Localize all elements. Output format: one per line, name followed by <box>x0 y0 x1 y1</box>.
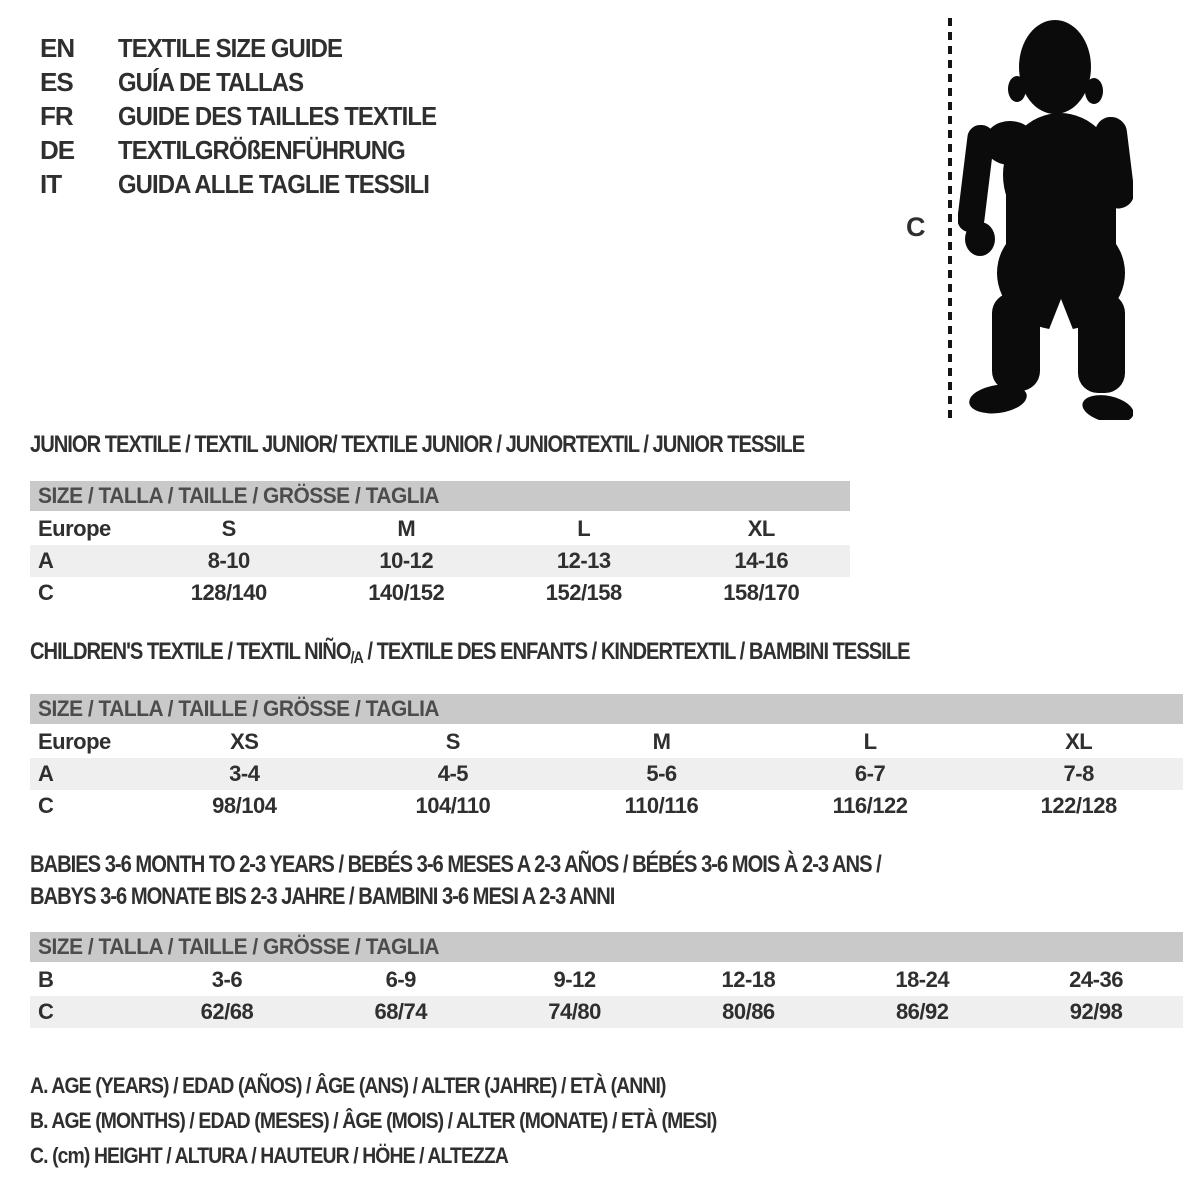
legend-text: C. (cm) HEIGHT / ALTURA / HAUTEUR / HÖHE / ALTEZZA <box>30 1143 508 1168</box>
section-title-line2 <box>30 881 1183 913</box>
table-row <box>30 545 850 577</box>
language-code: ES <box>40 67 73 97</box>
size-value-cell: 92/98 <box>1069 999 1123 1024</box>
table-header-row <box>30 481 850 511</box>
size-value-cell: 5-6 <box>646 761 677 786</box>
size-value-cell: 14-16 <box>734 548 789 573</box>
size-value-cell: 104/110 <box>415 793 491 818</box>
table-header-label: SIZE / TALLA / TAILLE / GRÖSSE / TAGLIA <box>38 696 440 721</box>
table-row <box>30 790 1183 822</box>
language-row <box>40 133 464 167</box>
size-value-cell: XL <box>747 516 775 541</box>
size-value-cell: 3-4 <box>229 761 260 786</box>
size-value-cell: 116/122 <box>832 793 908 818</box>
language-code: FR <box>40 101 73 131</box>
table-header-row <box>30 932 1183 962</box>
size-value-cell: 98/104 <box>212 793 277 818</box>
section-title-line1 <box>30 849 1183 881</box>
page-title-de: TEXTILGRÖßENFÜHRUNG <box>118 135 405 165</box>
language-code: EN <box>40 33 75 63</box>
size-value-cell: 140/152 <box>368 580 445 605</box>
size-table-junior <box>30 481 850 609</box>
section-title <box>30 849 1183 913</box>
size-value-cell: 12-18 <box>721 967 776 992</box>
language-code: DE <box>40 135 75 165</box>
size-value-cell: L <box>577 516 591 541</box>
size-value-cell: 110/116 <box>624 793 699 818</box>
table-row <box>30 513 850 545</box>
toddler-silhouette-icon <box>958 15 1133 420</box>
size-value-cell: M <box>652 729 671 754</box>
page-title: TEXTILE SIZE GUIDE <box>118 33 343 63</box>
section-title-post: / TEXTILE DES ENFANTS / KINDERTEXTIL / BAMBINI TESSILE <box>362 638 910 665</box>
size-value-cell: S <box>445 729 460 754</box>
size-value-cell: 4-5 <box>437 761 469 786</box>
size-value-cell: 128/140 <box>190 580 267 605</box>
section-babies <box>30 849 1183 1028</box>
height-label: C <box>906 212 926 242</box>
row-label: C <box>38 793 54 818</box>
size-value-cell: 9-12 <box>553 967 596 992</box>
table-row <box>30 758 1183 790</box>
table-row <box>30 964 1183 996</box>
size-value-cell: 18-24 <box>895 967 950 992</box>
section-title-pre: CHILDREN'S TEXTILE / TEXTIL NIÑO <box>30 638 351 665</box>
size-value-cell: 12-13 <box>556 548 611 573</box>
language-row <box>40 167 464 201</box>
size-value-cell: 74/80 <box>548 999 601 1024</box>
language-row <box>40 31 464 65</box>
section-title-text: JUNIOR TEXTILE / TEXTIL JUNIOR/ TEXTILE JUNIOR / JUNIORTEXTIL / JUNIOR TESSILE <box>30 431 805 458</box>
size-value-cell: 152/158 <box>545 580 622 605</box>
section-title-text <box>30 640 910 670</box>
language-code: IT <box>40 169 62 199</box>
table-header-row <box>30 694 1183 724</box>
row-label: C <box>38 580 54 605</box>
page-title-fr: GUIDE DES TAILLES TEXTILE <box>118 101 437 131</box>
size-value-cell: 8-10 <box>207 548 250 573</box>
legend-line-a <box>30 1068 810 1103</box>
section-title-text: BABIES 3-6 MONTH TO 2-3 YEARS / BEBÉS 3-6 MESES A 2-3 AÑOS / BÉBÉS 3-6 MOIS À 2-3 ANS / <box>30 851 881 878</box>
size-value-cell: 7-8 <box>1063 761 1094 786</box>
language-row <box>40 99 464 133</box>
table-row <box>30 726 1183 758</box>
size-table-children <box>30 694 1183 822</box>
size-value-cell: 80/86 <box>722 999 775 1024</box>
section-title-sub: /A <box>350 648 363 667</box>
size-value-cell: 86/92 <box>895 999 949 1024</box>
size-value-cell: S <box>221 516 236 541</box>
size-value-cell: 6-7 <box>854 761 886 786</box>
table-header-label: SIZE / TALLA / TAILLE / GRÖSSE / TAGLIA <box>38 934 440 959</box>
legend-text: B. AGE (MONTHS) / EDAD (MESES) / ÂGE (MOIS) / ALTER (MONATE) / ETÀ (MESI) <box>30 1108 717 1133</box>
table-row <box>30 996 1183 1028</box>
size-value-cell: 122/128 <box>1040 793 1117 818</box>
size-value-cell: XS <box>230 729 259 754</box>
legend-text: A. AGE (YEARS) / EDAD (AÑOS) / ÂGE (ANS) / ALTER (JAHRE) / ETÀ (ANNI) <box>30 1073 666 1098</box>
size-value-cell: M <box>397 516 416 541</box>
row-label: Europe <box>38 516 111 541</box>
section-junior <box>30 433 850 609</box>
language-title-list <box>40 31 464 201</box>
size-value-cell: 6-9 <box>385 967 416 992</box>
table-header-label: SIZE / TALLA / TAILLE / GRÖSSE / TAGLIA <box>38 483 440 508</box>
section-title <box>30 433 850 457</box>
legend-line-b <box>30 1103 810 1138</box>
size-value-cell: 10-12 <box>379 548 434 573</box>
size-value-cell: 62/68 <box>200 999 254 1024</box>
page-title-es: GUÍA DE TALLAS <box>118 67 304 97</box>
size-value-cell: 24-36 <box>1069 967 1123 992</box>
language-row <box>40 65 464 99</box>
legend-line-c <box>30 1138 810 1173</box>
table-row <box>30 577 850 609</box>
row-label: B <box>38 967 54 992</box>
section-children <box>30 640 1183 822</box>
size-table-babies <box>30 932 1183 1028</box>
legend <box>30 1068 810 1173</box>
row-label: C <box>38 999 54 1024</box>
size-value-cell: L <box>863 729 877 754</box>
height-dashed-line <box>948 18 952 420</box>
row-label: A <box>38 548 54 573</box>
section-title-text: BABYS 3-6 MONATE BIS 2-3 JAHRE / BAMBINI 3-6 MESI A 2-3 ANNI <box>30 883 615 910</box>
size-value-cell: 3-6 <box>211 967 243 992</box>
page-title-it: GUIDA ALLE TAGLIE TESSILI <box>118 169 430 199</box>
section-title <box>30 640 1183 670</box>
row-label: Europe <box>38 729 111 754</box>
size-value-cell: 158/170 <box>723 580 800 605</box>
size-value-cell: 68/74 <box>374 999 428 1024</box>
size-value-cell: XL <box>1065 729 1093 754</box>
row-label: A <box>38 761 54 786</box>
